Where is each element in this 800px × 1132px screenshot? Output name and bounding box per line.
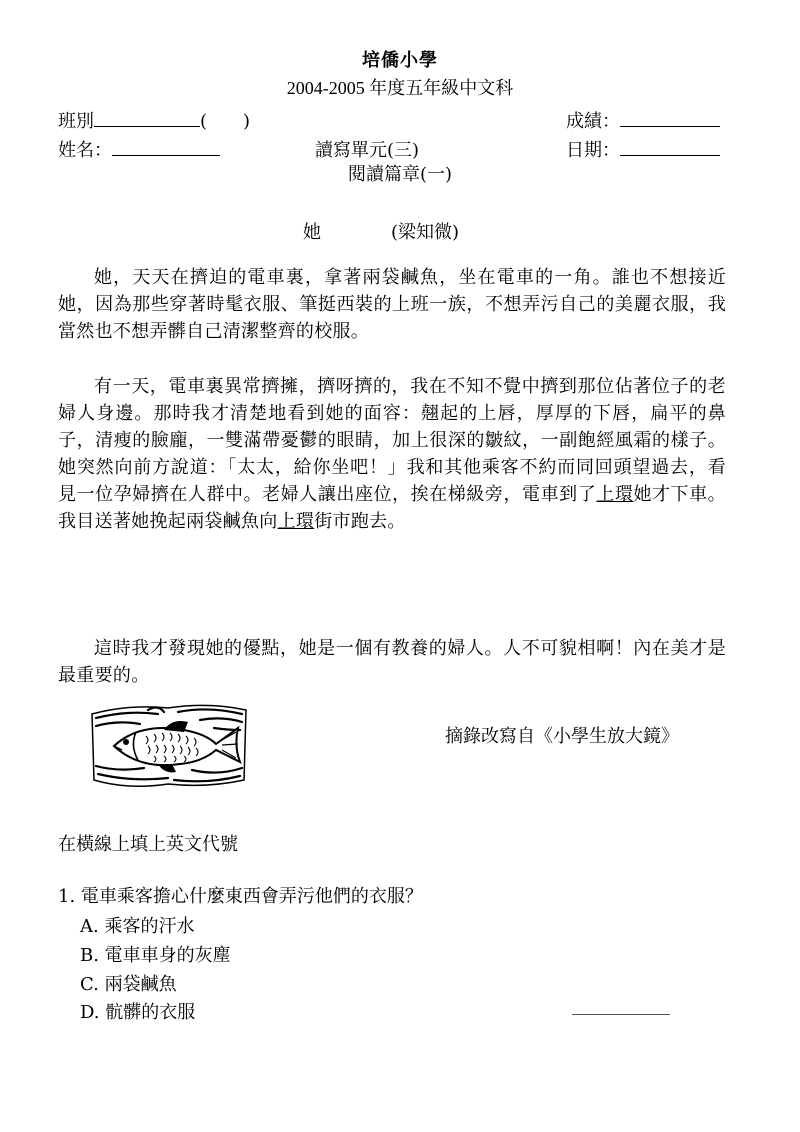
paragraph-2 <box>58 373 726 535</box>
class-label: 班別 <box>58 111 94 132</box>
grade-field <box>566 107 720 133</box>
date-blank[interactable] <box>620 137 720 156</box>
grade-blank[interactable] <box>620 108 720 127</box>
chapter-title: 閱讀篇章(一) <box>347 164 453 185</box>
fish-icon <box>88 700 250 790</box>
paragraph-2-text-a: 有一天，電車裏異常擠擁，擠呀擠的，我在不知不覺中擠到那位佔著位子的老婦人身邊。那時我才清楚地看到她的面容：翹起的上唇，厚厚的下唇，扁平的鼻子，清瘦的臉龐，一雙滿帶憂鬱的眼睛，加上很深的皺紋，一副飽經風霜的樣子。她突然向前方說道：「太太，給你坐吧！」我和其他乘客不約而同回頭望過去，看見一位孕婦擠在人群中。老婦人讓出座位，挨在梯級旁，電車到了 <box>58 376 726 505</box>
class-number-paren: ( ) <box>200 111 251 132</box>
paragraph-2-text-c: 街市跑去。 <box>314 511 406 532</box>
name-blank[interactable] <box>112 137 220 156</box>
option-b: B. 電車車身的灰塵 <box>80 945 231 966</box>
school-name: 培僑小學 <box>362 50 438 71</box>
class-field <box>58 107 250 133</box>
date-label: 日期： <box>566 140 620 161</box>
option-d: D. 骯髒的衣服 <box>80 1002 196 1023</box>
option-c: C. 兩袋鹹魚 <box>80 974 177 995</box>
unit-title: 讀寫單元(三) <box>315 140 420 161</box>
place-name-sheung-wan-1: 上環 <box>596 484 634 505</box>
exercise-instruction: 在橫線上填上英文代號 <box>58 834 238 855</box>
name-label: 姓名： <box>58 140 112 161</box>
class-blank[interactable] <box>94 108 200 127</box>
date-field <box>566 136 720 162</box>
year-subject: 2004-2005 年度五年級中文科 <box>286 78 514 98</box>
answer-blank[interactable] <box>572 1012 670 1015</box>
question-1: 1. 電車乘客擔心什麼東西會弄污他們的衣服？ <box>58 886 423 907</box>
source-citation: 摘錄改寫自《小學生放大鏡》 <box>445 726 679 747</box>
paragraph-2-text-b: 她才下車。我目送著她挽起兩袋鹹魚向 <box>58 484 726 532</box>
paragraph-1: 她，天天在擠迫的電車裏，拿著兩袋鹹魚，坐在電車的一角。誰也不想接近她，因為那些穿著時髦衣服、筆挺西裝的上班一族，不想弄污自己的美麗衣服，我當然也不想弄髒自己清潔整齊的校服。 <box>58 267 726 342</box>
story-title: 她 <box>303 222 321 243</box>
place-name-sheung-wan-2: 上環 <box>277 511 315 532</box>
grade-label: 成績： <box>566 111 620 132</box>
name-field <box>58 136 220 162</box>
story-author: (梁知微) <box>391 222 460 243</box>
paragraph-3: 這時我才發現她的優點，她是一個有教養的婦人。人不可貌相啊！內在美才是最重要的。 <box>58 638 726 686</box>
option-a: A. 乘客的汗水 <box>80 916 195 937</box>
